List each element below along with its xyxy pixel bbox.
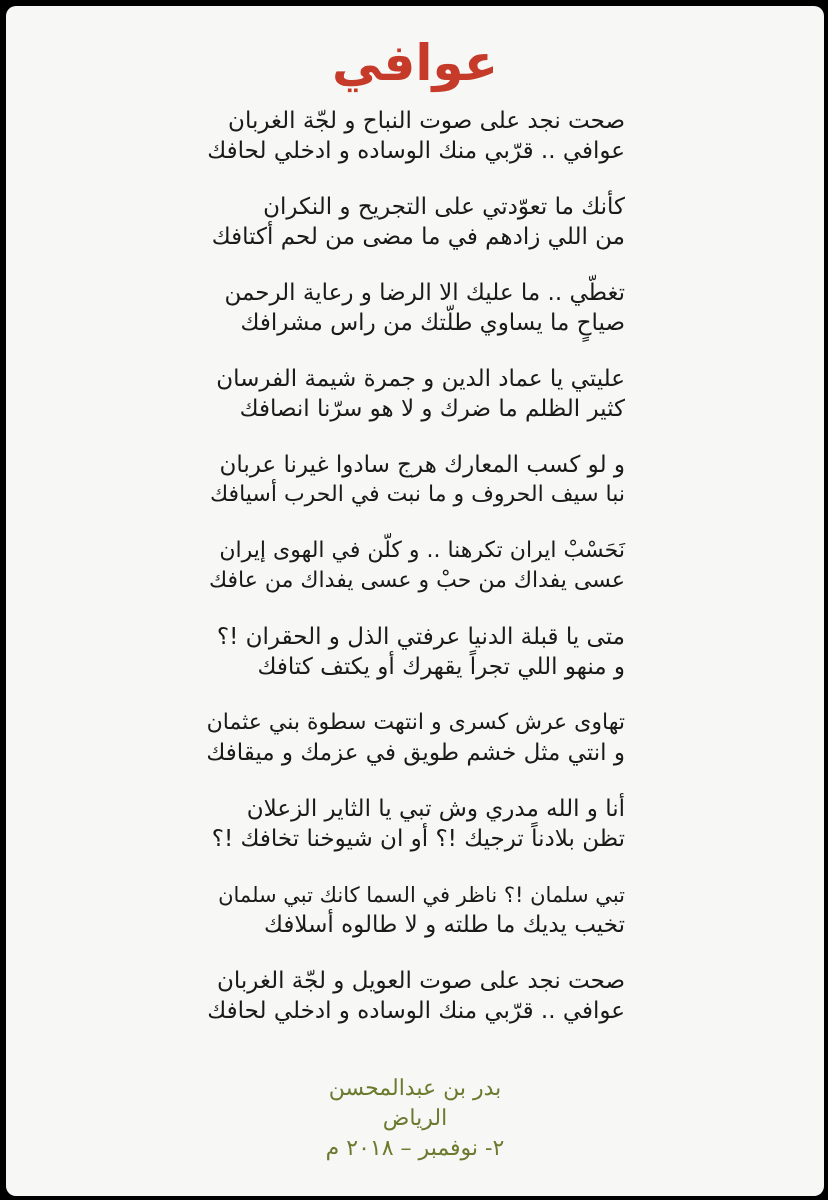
verse-line: تبي سلمان !؟ ناظر في السما كانك تبي سلمان [218,883,625,907]
stanza [205,192,625,252]
verse-line: متى يا قبلة الدنيا عرفتي الذل و الحقران !؟ [216,624,625,650]
verse-line: تخيب يديك ما طلته و لا طالوه أسلافك [264,912,625,938]
poem-date: ٢- نوفمبر – ٢٠١٨ م [325,1136,505,1161]
verse-line: تظن بلادناً ترجيك !؟ أو ان شيوخنا تخافك !؟ [211,826,625,852]
poem-page [6,6,824,1196]
stanza [205,622,625,682]
verse-line: عوافي .. قرّبي منك الوساده و ادخلي لحافك [207,998,625,1024]
verse-line: عوافي .. قرّبي منك الوساده و ادخلي لحافك [207,138,625,164]
verse-line: و لو كسب المعارك هرج سادوا غيرنا عربان [219,452,625,478]
poet-signature [6,1074,824,1164]
stanza [205,536,625,596]
verse-line: من اللي زادهم في ما مضى من لحم أكتافك [211,224,625,250]
poem-city: الرياض [382,1106,448,1131]
verse-line: كثير الظلم ما ضرك و لا هو سرّنا انصافك [239,396,625,422]
verse-line: صياحٍ ما يساوي طلّتك من راس مشرافك [240,310,625,336]
poem-title: عوافي [332,34,498,92]
stanza [205,278,625,338]
verse-line: كأنك ما تعوّدتي على التجريح و النكران [263,194,625,220]
verse-line: نَحَسْبْ ايران تكرهنا .. و كلّن في الهوى إيران [219,538,625,563]
verse-line: عسى يفداك من حبْ و عسى يفداك من عافك [209,568,625,593]
stanza [205,364,625,424]
stanza [205,450,625,510]
verse-line: نبا سيف الحروف و ما نبت في الحرب أسيافك [210,482,625,507]
verse-line: تهاوى عرش كسرى و انتهت سطوة بني عثمان [206,710,625,735]
poem-body [6,106,824,1052]
poet-name: بدر بن عبدالمحسن [328,1076,502,1101]
stanza [205,880,625,940]
verse-line: صحت نجد على صوت النباح و لجّة الغربان [228,108,625,134]
verse-line: تغطّي .. ما عليك الا الرضا و رعاية الرحمن [224,280,625,306]
verse-line: صحت نجد على صوت العويل و لجّة الغربان [216,968,625,994]
stanza [205,106,625,166]
verse-line: عليتي يا عماد الدين و جمرة شيمة الفرسان [216,366,625,392]
verse-line: و انتي مثل خشم طويق في عزمك و ميقافك [206,740,625,766]
verse-line: و منهو اللي تجراً يقهرك أو يكتف كتافك [257,654,625,680]
verse-line: أنا و الله مدري وش تبي يا الثاير الزعلان [246,796,625,822]
stanza [205,794,625,854]
stanza [205,708,625,768]
stanza [205,966,625,1026]
